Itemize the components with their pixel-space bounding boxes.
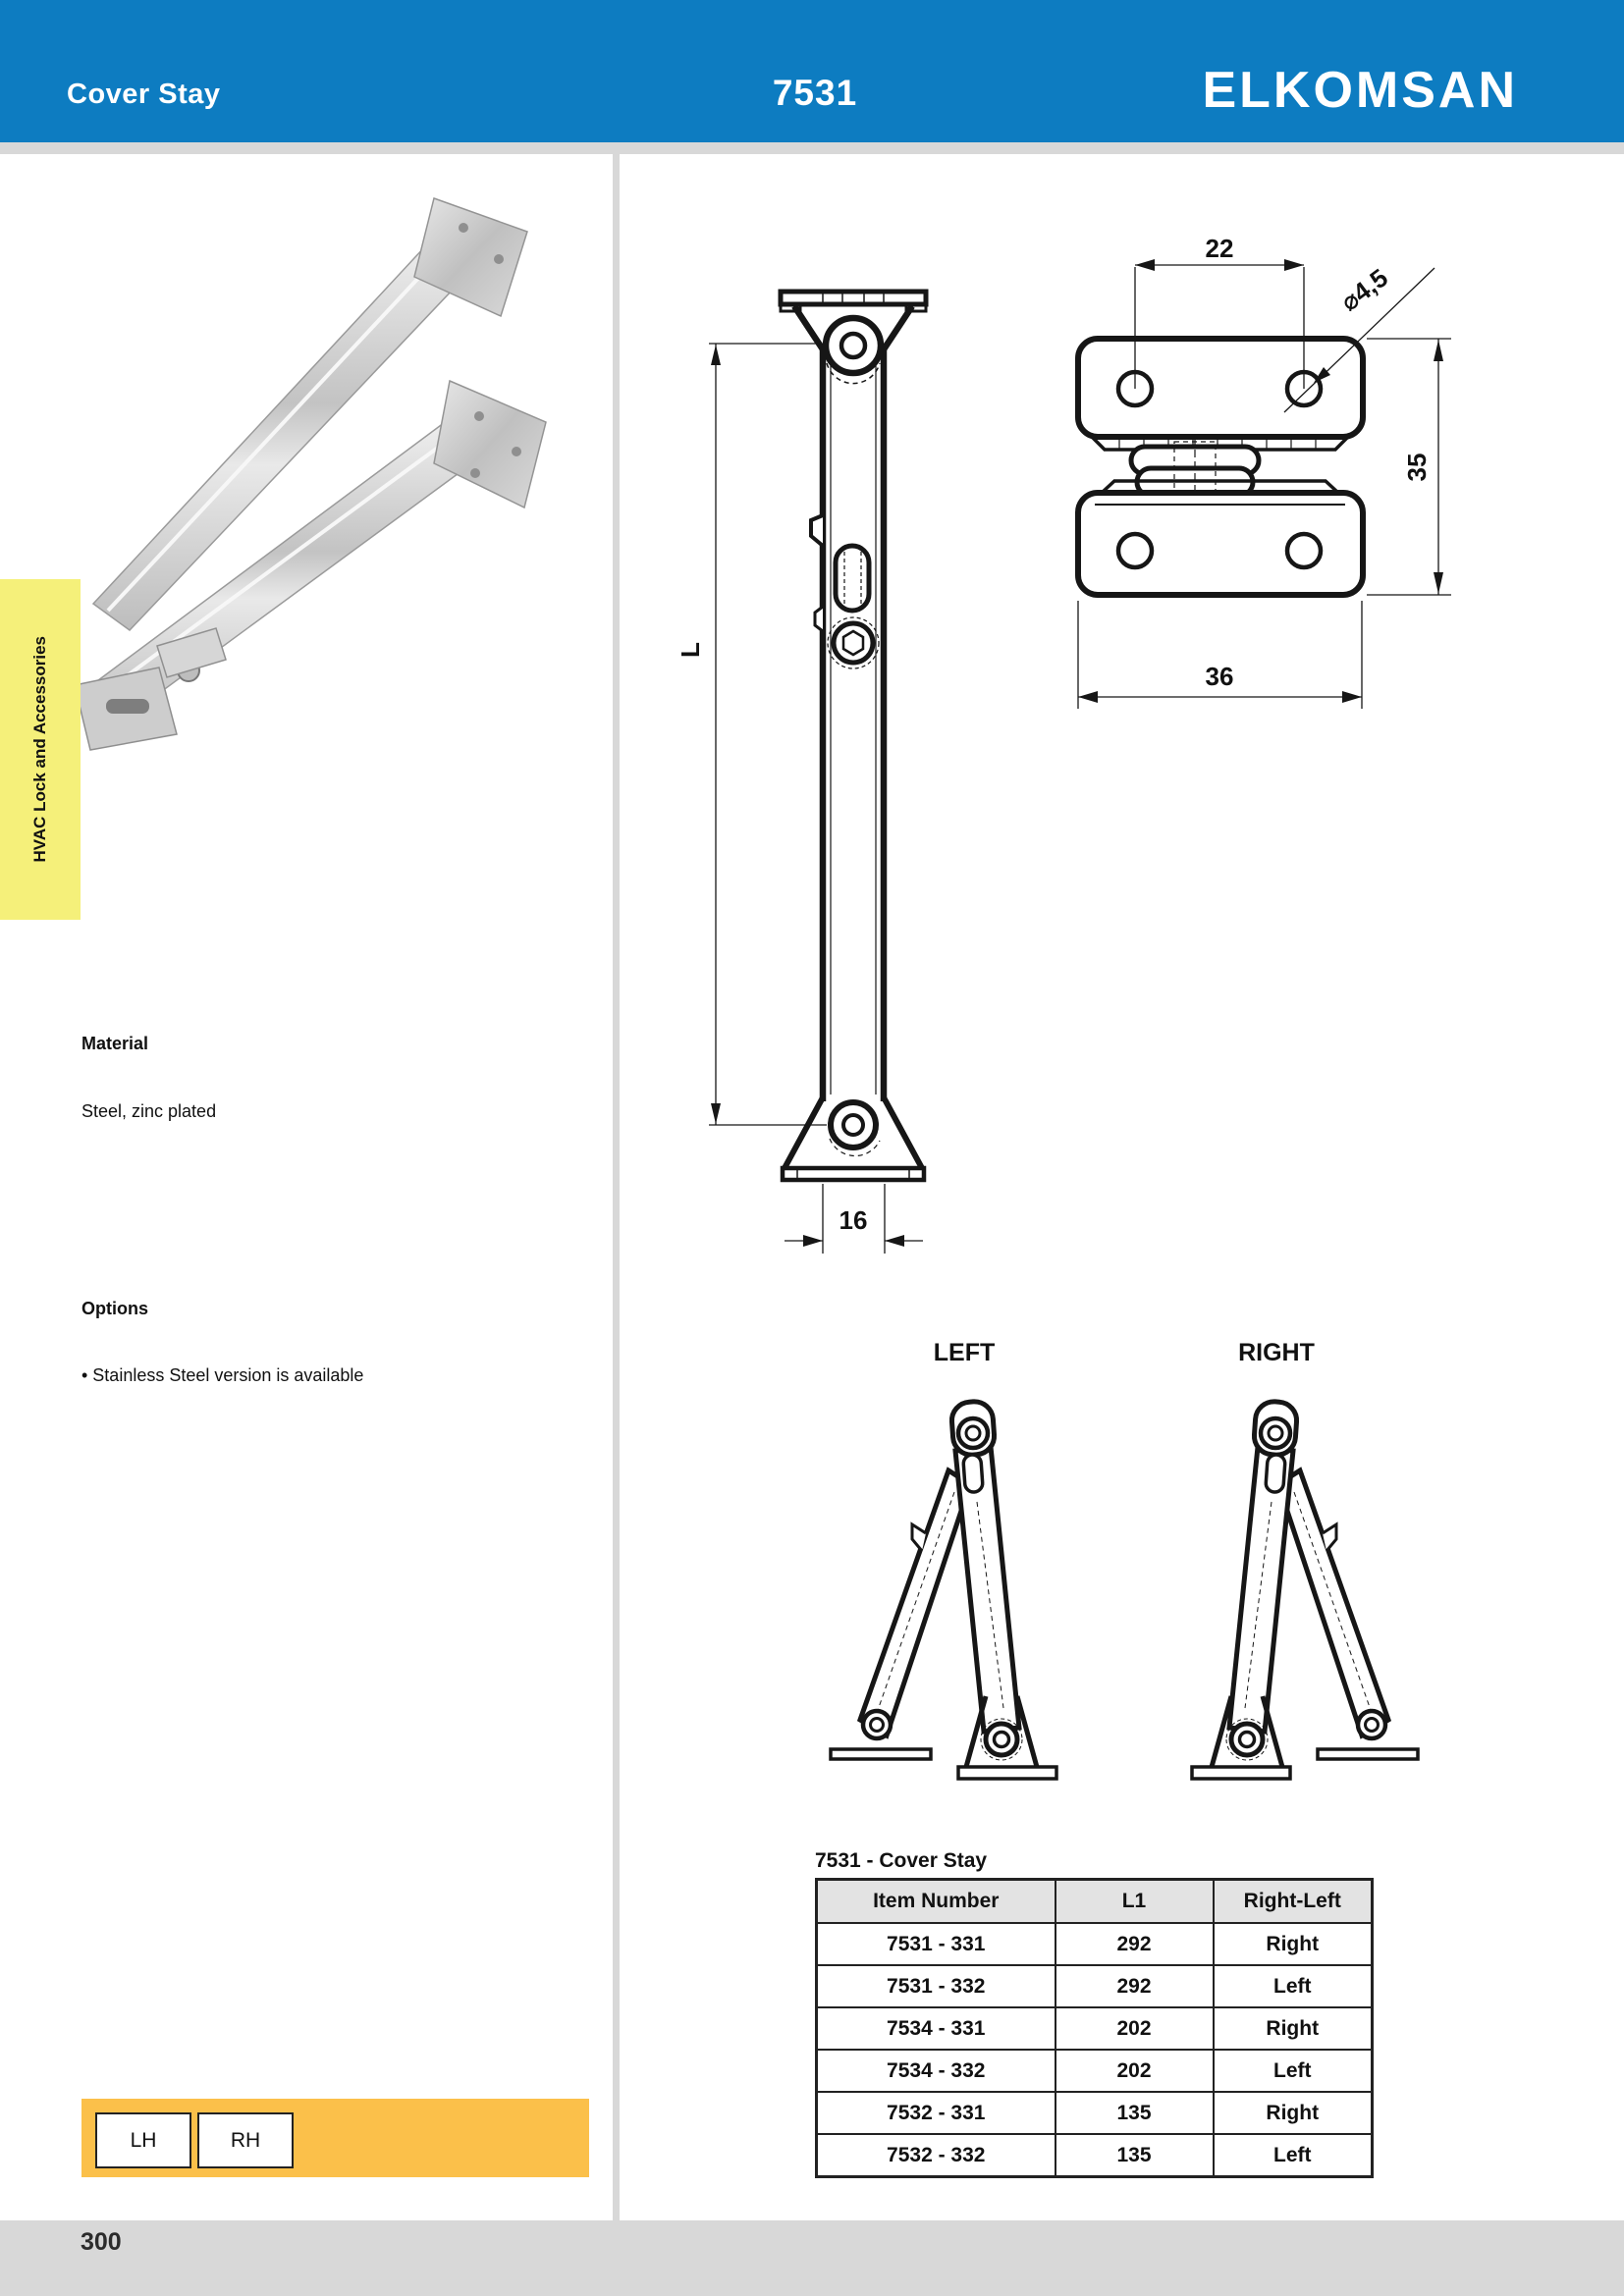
orientation-left-label: LEFT <box>933 1339 996 1366</box>
table-cell: 7534 - 331 <box>817 2007 1056 2050</box>
table-cell: Right <box>1214 1923 1373 1965</box>
col-header-right-left: Right-Left <box>1214 1880 1373 1924</box>
table-row <box>817 2007 1373 2050</box>
hole-diameter-label: ⌀4,5 <box>1334 262 1393 317</box>
variant-bar <box>81 2099 589 2177</box>
length-dimension <box>676 344 827 1125</box>
table-header-row <box>817 1880 1373 1924</box>
table-cell: 7534 - 332 <box>817 2050 1056 2092</box>
front-view-top-plate <box>781 292 926 384</box>
table-cell: 7531 - 332 <box>817 1965 1056 2007</box>
material-value: Steel, zinc plated <box>81 1101 217 1121</box>
height-dimension-label: 35 <box>1402 453 1432 482</box>
hole-spacing-label: 22 <box>1205 234 1234 263</box>
table-cell: 7532 - 332 <box>817 2134 1056 2177</box>
top-plate <box>1078 339 1363 437</box>
table-cell: 7532 - 331 <box>817 2092 1056 2134</box>
table-title: 7531 - Cover Stay <box>815 1849 988 1872</box>
table-row <box>817 2134 1373 2177</box>
table-cell: Right <box>1214 2092 1373 2134</box>
front-view-drawing <box>648 182 1001 1271</box>
table-cell: 135 <box>1056 2092 1214 2134</box>
item-code: 7531 <box>772 73 858 113</box>
top-view-drawing <box>1060 221 1473 726</box>
options-heading: Options <box>81 1299 148 1318</box>
table-cell: 7531 - 331 <box>817 1923 1056 1965</box>
table-row <box>817 1965 1373 2007</box>
spec-table <box>815 1878 1374 2178</box>
bottom-plate <box>1078 481 1363 595</box>
front-view-bar <box>823 349 884 1101</box>
material-heading: Material <box>81 1034 149 1053</box>
table-cell: Left <box>1214 2134 1373 2177</box>
front-view-bottom-mount <box>783 1097 924 1180</box>
column-divider <box>613 154 620 2220</box>
variant-rh-button[interactable]: RH <box>197 2112 294 2168</box>
product-photo <box>39 157 589 805</box>
table-cell: Right <box>1214 2007 1373 2050</box>
product-category-title: Cover Stay <box>67 79 221 110</box>
table-cell: 202 <box>1056 2050 1214 2092</box>
sidebar-category-tab <box>0 579 81 920</box>
base-width-label: 16 <box>839 1205 868 1235</box>
base-width-dimension <box>785 1184 923 1254</box>
table-row <box>817 2050 1373 2092</box>
table-row <box>817 2092 1373 2134</box>
brand-logo: ELKOMSAN <box>1202 62 1518 119</box>
table-cell: 135 <box>1056 2134 1214 2177</box>
page-footer <box>0 2220 1624 2296</box>
sidebar-category-label: HVAC Lock and Accessories <box>30 636 49 863</box>
col-header-l1: L1 <box>1056 1880 1214 1924</box>
table-cell: 292 <box>1056 1923 1214 1965</box>
table-cell: 292 <box>1056 1965 1214 2007</box>
col-header-item-number: Item Number <box>817 1880 1056 1924</box>
right-stay-drawing <box>1192 1401 1418 1779</box>
length-dimension-label: L <box>676 642 705 658</box>
table-cell: Left <box>1214 1965 1373 2007</box>
page-number: 300 <box>81 2228 122 2256</box>
height-dimension <box>1367 339 1451 595</box>
orientation-drawings <box>825 1384 1434 1826</box>
orientation-right-label: RIGHT <box>1238 1339 1315 1366</box>
left-stay-drawing <box>831 1401 1056 1779</box>
page-header <box>0 0 1624 142</box>
variant-lh-button[interactable]: LH <box>95 2112 191 2168</box>
header-divider-strip <box>0 142 1624 154</box>
table-row <box>817 1923 1373 1965</box>
width-dimension <box>1078 601 1362 709</box>
table-cell: 202 <box>1056 2007 1214 2050</box>
width-dimension-label: 36 <box>1205 662 1234 691</box>
options-bullet: • Stainless Steel version is available <box>81 1365 364 1385</box>
spec-table-body <box>817 1923 1373 2177</box>
table-cell: Left <box>1214 2050 1373 2092</box>
